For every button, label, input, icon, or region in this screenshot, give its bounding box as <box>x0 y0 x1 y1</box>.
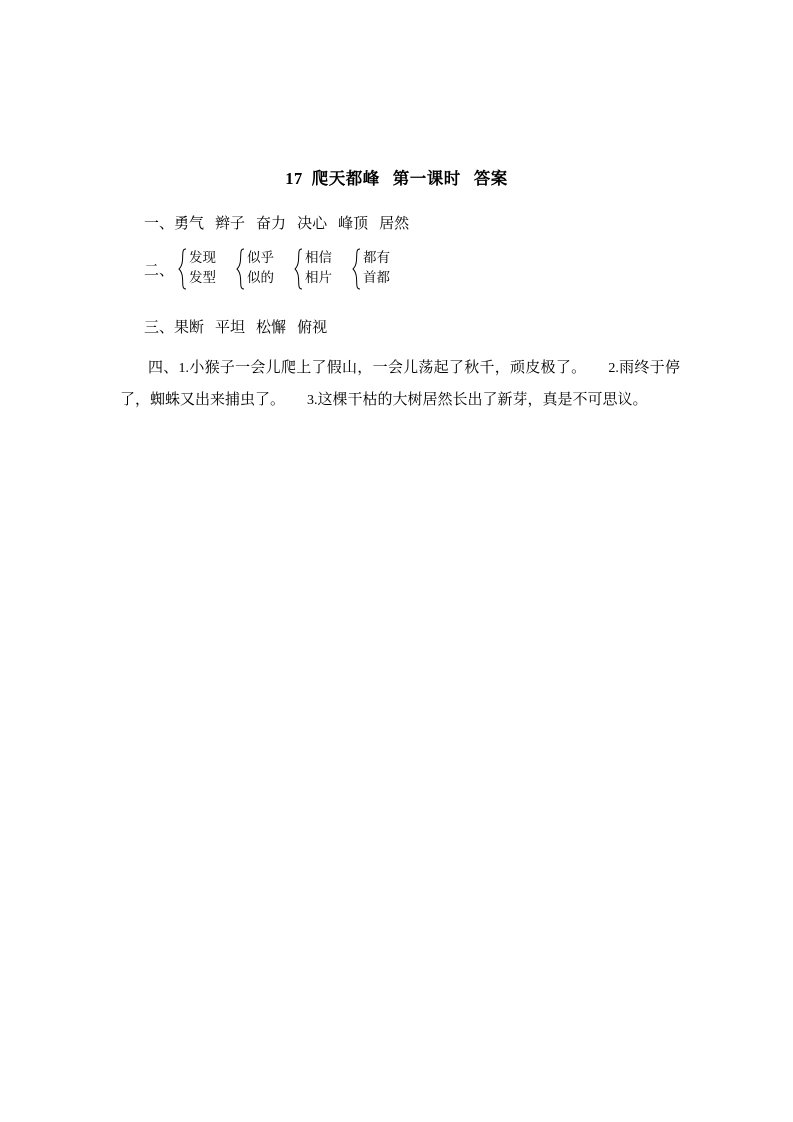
section-one-answer-6: 居然 <box>379 214 410 232</box>
section-two <box>144 248 410 290</box>
lesson-period: 第一课时 <box>392 169 461 188</box>
brace-icon <box>236 248 245 290</box>
lesson-number: 17 <box>285 169 303 188</box>
page-title <box>0 165 793 189</box>
word-pair-1-top: 发现 <box>189 250 217 267</box>
brace-group-4 <box>352 248 390 290</box>
section-four-item-3-text: 这棵干枯的大树居然长出了新芽，真是不可思议。 <box>317 389 648 408</box>
word-pair-4 <box>363 249 390 288</box>
section-four-label: 四、 <box>148 358 179 376</box>
section-one-answer-1: 勇气 <box>174 214 205 232</box>
section-four-item-2-text: 雨终于停了，蜘蛛又出来捕虫了。 <box>120 358 680 408</box>
section-one <box>144 212 409 233</box>
brace-group-1 <box>178 248 216 290</box>
word-pair-4-top: 都有 <box>363 250 391 267</box>
brace-group-2 <box>236 248 274 290</box>
brace-group-3 <box>294 248 332 290</box>
word-pair-3 <box>305 249 332 288</box>
section-four-item-1-text: 小猴子一会儿爬上了假山，一会儿荡起了秋千，顽皮极了。 <box>189 358 587 376</box>
section-one-answer-5: 峰顶 <box>338 214 369 232</box>
section-one-answer-2: 辫子 <box>215 214 246 232</box>
section-four <box>120 352 680 415</box>
section-three <box>144 316 327 337</box>
section-four-item-1-index: 1. <box>178 361 190 376</box>
section-one-answer-3: 奋力 <box>256 214 287 232</box>
brace-icon <box>178 248 187 290</box>
section-one-label: 一、 <box>144 214 175 232</box>
answer-label: 答案 <box>473 169 508 188</box>
section-two-label: 二、 <box>144 260 175 279</box>
word-pair-4-bottom: 首都 <box>363 270 391 286</box>
section-one-answer-4: 决心 <box>297 214 328 232</box>
section-three-answer-4: 俯视 <box>297 318 328 336</box>
word-pair-2 <box>247 249 274 288</box>
word-pair-3-bottom: 相片 <box>305 270 333 286</box>
brace-icon <box>294 248 303 290</box>
section-three-label: 三、 <box>144 318 175 336</box>
word-pair-2-bottom: 似的 <box>247 270 275 286</box>
word-pair-1-bottom: 发型 <box>189 270 217 286</box>
word-pair-2-top: 似乎 <box>247 250 275 267</box>
section-three-answer-2: 平坦 <box>215 318 246 336</box>
word-pair-1 <box>189 249 216 288</box>
section-four-item-2-index: 2. <box>608 361 619 376</box>
section-four-item-3-index: 3. <box>307 392 318 408</box>
word-pair-3-top: 相信 <box>305 250 333 267</box>
section-three-answer-3: 松懈 <box>256 318 287 336</box>
section-three-answer-1: 果断 <box>174 318 205 336</box>
brace-icon <box>352 248 361 290</box>
lesson-name: 爬天都峰 <box>311 169 380 188</box>
